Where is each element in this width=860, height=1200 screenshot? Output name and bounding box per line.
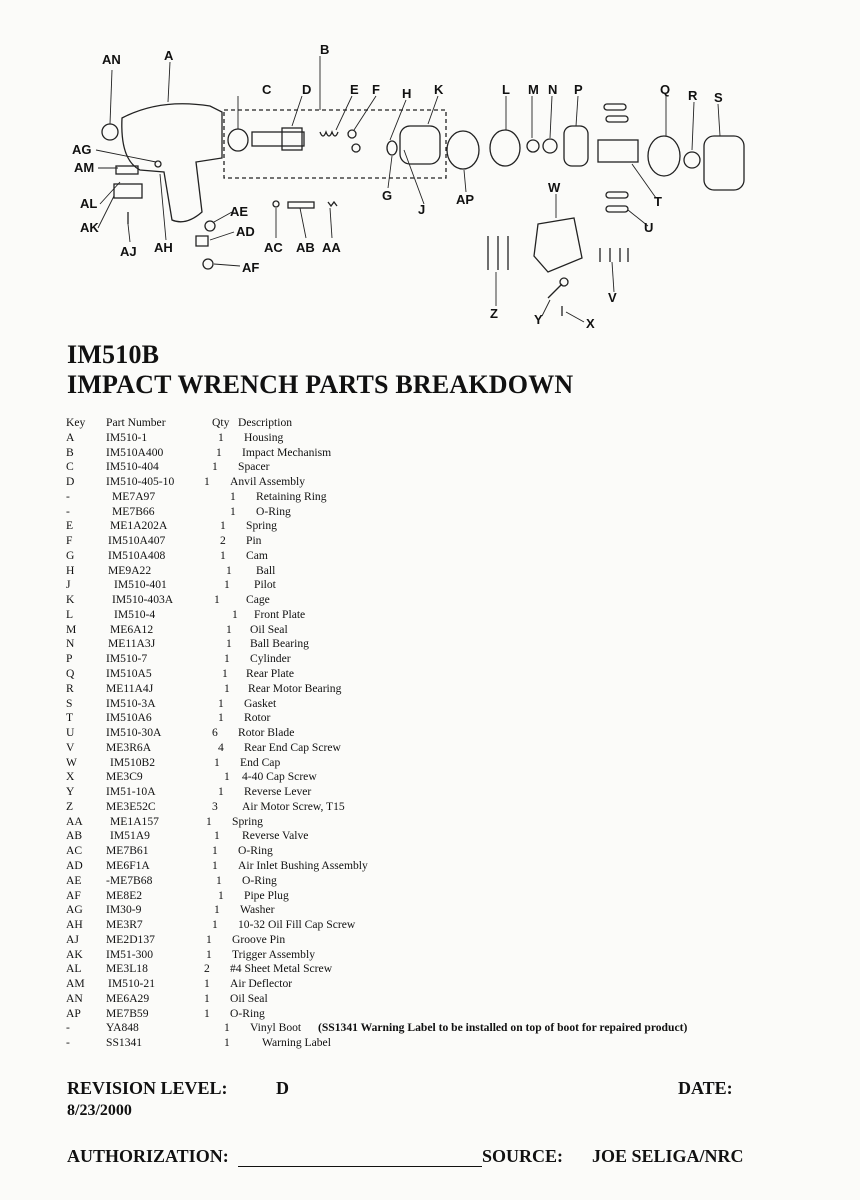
part-qty: 1 bbox=[214, 593, 220, 607]
part-qty: 2 bbox=[220, 534, 226, 548]
column-header-key: Key bbox=[66, 416, 86, 429]
part-qty: 1 bbox=[206, 947, 212, 961]
part-qty: 1 bbox=[226, 563, 232, 577]
air-motor-screws-part bbox=[488, 236, 508, 270]
part-description: O-Ring bbox=[242, 873, 277, 887]
part-description: Oil Seal bbox=[250, 622, 288, 636]
table-row bbox=[66, 697, 786, 712]
part-description: 10-32 Oil Fill Cap Screw bbox=[238, 918, 356, 932]
part-number: IM510A408 bbox=[108, 548, 166, 562]
part-number: ME9A22 bbox=[108, 563, 152, 577]
part-number: ME3R7 bbox=[106, 918, 143, 932]
part-qty: 1 bbox=[204, 991, 210, 1005]
callout-label: AN bbox=[102, 52, 121, 67]
part-description: Warning Label bbox=[262, 1036, 331, 1050]
part-qty: 1 bbox=[226, 622, 232, 636]
part-description: Housing bbox=[244, 430, 284, 444]
part-qty: 1 bbox=[214, 903, 220, 917]
part-number: IM510-7 bbox=[106, 652, 148, 666]
revision-date: 8/23/2000 bbox=[67, 1102, 132, 1119]
column-header-qty: Qty bbox=[212, 416, 230, 429]
table-row bbox=[66, 623, 786, 638]
part-description: Retaining Ring bbox=[256, 489, 327, 503]
part-number: IM51-300 bbox=[106, 947, 154, 961]
part-key: F bbox=[66, 534, 73, 548]
callout-label: AA bbox=[322, 240, 341, 255]
part-key: AA bbox=[66, 814, 83, 828]
callout-label: AL bbox=[80, 196, 98, 211]
callout-label: L bbox=[502, 82, 510, 97]
part-key: L bbox=[66, 607, 74, 621]
callout-label: AJ bbox=[120, 244, 137, 259]
part-qty: 1 bbox=[224, 770, 230, 784]
part-description: Front Plate bbox=[254, 607, 306, 621]
callout-label: X bbox=[586, 316, 595, 331]
part-key: R bbox=[66, 681, 74, 695]
callout-label: AC bbox=[264, 240, 283, 255]
part-number: IM30-9 bbox=[106, 903, 142, 917]
part-number: ME3E52C bbox=[106, 799, 156, 813]
table-row bbox=[66, 800, 786, 815]
callout-label: Z bbox=[490, 306, 498, 321]
part-number: IM510A6 bbox=[106, 711, 152, 725]
air-inlet-bushing-part bbox=[196, 236, 208, 246]
part-number: ME7B61 bbox=[106, 844, 149, 858]
part-number: ME3L18 bbox=[106, 962, 148, 976]
table-row bbox=[66, 992, 786, 1007]
part-key: W bbox=[66, 755, 77, 769]
part-key: Q bbox=[66, 667, 75, 681]
part-key: E bbox=[66, 519, 74, 533]
part-key: AC bbox=[66, 844, 83, 858]
table-row bbox=[66, 475, 786, 490]
part-number: IM510-404 bbox=[106, 460, 159, 474]
callout-label: AK bbox=[80, 220, 99, 235]
anvil-part bbox=[252, 132, 304, 146]
part-description: Trigger Assembly bbox=[232, 947, 315, 961]
part-description: Air Motor Screw, T15 bbox=[242, 799, 345, 813]
part-description: Impact Mechanism bbox=[242, 445, 332, 459]
part-qty: 1 bbox=[220, 548, 226, 562]
part-description: Pilot bbox=[254, 578, 276, 592]
table-row bbox=[66, 785, 786, 800]
part-number: ME7B66 bbox=[112, 504, 155, 518]
part-key: Y bbox=[66, 785, 75, 799]
callout-label: A bbox=[164, 48, 174, 63]
part-description: Spacer bbox=[238, 460, 270, 474]
part-qty: 4 bbox=[218, 740, 224, 754]
callout-label: V bbox=[608, 290, 617, 305]
part-description: Gasket bbox=[244, 696, 277, 710]
part-description: O-Ring bbox=[238, 844, 273, 858]
part-key: X bbox=[66, 770, 75, 784]
part-description: Rotor bbox=[244, 711, 271, 725]
callout-label: C bbox=[262, 82, 272, 97]
part-key: AD bbox=[66, 858, 83, 872]
callout-label: U bbox=[644, 220, 654, 235]
cage-part bbox=[400, 126, 440, 164]
part-qty: 1 bbox=[232, 607, 238, 621]
part-number: YA848 bbox=[106, 1021, 139, 1035]
pipe-plug-part bbox=[203, 259, 213, 269]
rear-end-cap-screws-part bbox=[600, 248, 628, 262]
part-qty: 1 bbox=[230, 489, 236, 503]
part-key: AN bbox=[66, 991, 83, 1005]
part-description: Air Deflector bbox=[230, 977, 293, 991]
part-number: -ME7B68 bbox=[106, 873, 153, 887]
column-header-part-number: Part Number bbox=[106, 416, 166, 429]
part-qty: 1 bbox=[218, 888, 224, 902]
part-number: ME2D137 bbox=[106, 932, 155, 946]
part-description: Cam bbox=[246, 548, 268, 562]
part-qty: 1 bbox=[212, 918, 218, 932]
table-row bbox=[66, 490, 786, 505]
part-number: ME1A157 bbox=[110, 814, 159, 828]
part-description: 4-40 Cap Screw bbox=[242, 770, 317, 784]
spring-aa-part bbox=[328, 202, 337, 206]
part-number: IM51A9 bbox=[110, 829, 150, 843]
part-number: IM510-1 bbox=[106, 430, 148, 444]
part-description: Rear Plate bbox=[246, 667, 294, 681]
impact-mechanism-box bbox=[224, 110, 446, 178]
part-qty: 1 bbox=[224, 681, 230, 695]
part-description: Rotor Blade bbox=[238, 726, 295, 740]
trigger-part bbox=[114, 184, 142, 198]
part-qty: 2 bbox=[204, 962, 210, 976]
part-qty: 1 bbox=[216, 445, 222, 459]
reverse-valve-part bbox=[288, 202, 314, 208]
part-qty: 1 bbox=[218, 711, 224, 725]
part-number: ME7A97 bbox=[112, 489, 156, 503]
rotor-blades-part bbox=[604, 104, 628, 212]
part-qty: 1 bbox=[218, 696, 224, 710]
part-qty: 1 bbox=[224, 652, 230, 666]
part-key: Z bbox=[66, 799, 74, 813]
part-key: H bbox=[66, 563, 75, 577]
part-key: AB bbox=[66, 829, 83, 843]
part-description: Groove Pin bbox=[232, 932, 286, 946]
part-number: SS1341 bbox=[106, 1036, 143, 1050]
parts-table-body bbox=[66, 431, 786, 1051]
part-description: Reverse Lever bbox=[244, 785, 312, 799]
rotor-part bbox=[598, 140, 638, 162]
table-row bbox=[66, 859, 786, 874]
part-description: Washer bbox=[240, 903, 275, 917]
callout-label: Q bbox=[660, 82, 671, 97]
gasket-part bbox=[704, 136, 744, 190]
part-description: Ball Bearing bbox=[250, 637, 309, 651]
part-qty: 3 bbox=[212, 799, 218, 813]
part-key: AL bbox=[66, 962, 82, 976]
part-description: Cylinder bbox=[250, 652, 291, 666]
part-qty: 1 bbox=[220, 519, 226, 533]
callout-label: M bbox=[528, 82, 539, 97]
part-key: AF bbox=[66, 888, 81, 902]
callout-label: J bbox=[418, 202, 426, 217]
part-description: Rear Motor Bearing bbox=[248, 681, 342, 695]
part-number: ME1A202A bbox=[110, 519, 168, 533]
part-number: ME7B59 bbox=[106, 1006, 149, 1020]
part-number: IM510A407 bbox=[108, 534, 166, 548]
part-qty: 1 bbox=[204, 1006, 210, 1020]
callout-label: AM bbox=[74, 160, 95, 175]
part-qty: 1 bbox=[214, 829, 220, 843]
table-row bbox=[66, 534, 786, 549]
table-row bbox=[66, 667, 786, 682]
part-key: AG bbox=[66, 903, 83, 917]
part-key: V bbox=[66, 740, 75, 754]
end-cap-part bbox=[534, 218, 582, 272]
rear-plate-part bbox=[648, 136, 680, 176]
part-key: K bbox=[66, 593, 75, 607]
part-qty: 1 bbox=[212, 460, 218, 474]
o-ring-part bbox=[447, 131, 479, 169]
table-row bbox=[66, 844, 786, 859]
part-number: IM510A5 bbox=[106, 667, 152, 681]
part-number: IM510-405-10 bbox=[106, 475, 175, 489]
part-description: O-Ring bbox=[230, 1006, 265, 1020]
part-qty: 1 bbox=[206, 932, 212, 946]
callout-label: D bbox=[302, 82, 312, 97]
part-description: Ball bbox=[256, 563, 276, 577]
callout-label: AH bbox=[154, 240, 173, 255]
exploded-view-diagram bbox=[0, 0, 860, 340]
table-row bbox=[66, 874, 786, 889]
oil-seal-an-part bbox=[102, 124, 118, 140]
reverse-lever-part bbox=[548, 284, 562, 298]
callout-label: AE bbox=[230, 204, 249, 219]
revision-level-label: REVISION LEVEL: bbox=[67, 1078, 228, 1098]
part-description: Vinyl Boot bbox=[250, 1021, 302, 1035]
front-plate-part bbox=[490, 130, 520, 166]
part-number: ME11A4J bbox=[106, 681, 154, 695]
part-key: AK bbox=[66, 947, 83, 961]
diagram-callout-labels bbox=[72, 42, 723, 331]
part-number: ME3C9 bbox=[106, 770, 143, 784]
callout-label: AF bbox=[242, 260, 260, 275]
part-key: - bbox=[66, 504, 70, 518]
part-qty: 1 bbox=[204, 475, 210, 489]
part-key: - bbox=[66, 1036, 70, 1050]
table-row bbox=[66, 770, 786, 785]
part-qty: 1 bbox=[212, 858, 218, 872]
part-key: C bbox=[66, 460, 74, 474]
part-qty: 1 bbox=[222, 667, 228, 681]
part-description: #4 Sheet Metal Screw bbox=[230, 962, 333, 976]
part-qty: 6 bbox=[212, 726, 218, 740]
parts-table bbox=[66, 416, 786, 1051]
rear-motor-bearing-part bbox=[684, 152, 700, 168]
callout-label: W bbox=[548, 180, 561, 195]
table-row bbox=[66, 608, 786, 623]
part-key: J bbox=[66, 578, 71, 592]
table-row bbox=[66, 889, 786, 904]
table-row bbox=[66, 903, 786, 918]
table-row bbox=[66, 948, 786, 963]
table-row bbox=[66, 741, 786, 756]
part-description: O-Ring bbox=[256, 504, 291, 518]
part-description: Spring bbox=[246, 519, 277, 533]
column-header-description: Description bbox=[238, 416, 293, 429]
callout-label: G bbox=[382, 188, 393, 203]
part-description: Pipe Plug bbox=[244, 888, 289, 902]
part-qty: 1 bbox=[224, 1036, 230, 1050]
part-key: S bbox=[66, 696, 73, 710]
part-number: ME8E2 bbox=[106, 888, 143, 902]
part-qty: 1 bbox=[226, 637, 232, 651]
table-row bbox=[66, 593, 786, 608]
part-number: IM510-30A bbox=[106, 726, 162, 740]
part-number: ME3R6A bbox=[106, 740, 152, 754]
part-number: IM510-403A bbox=[112, 593, 174, 607]
part-qty: 1 bbox=[206, 814, 212, 828]
table-row bbox=[66, 756, 786, 771]
callout-label: T bbox=[654, 194, 662, 209]
part-number: IM510B2 bbox=[110, 755, 156, 769]
housing-part bbox=[122, 104, 222, 222]
table-row bbox=[66, 519, 786, 534]
part-key: B bbox=[66, 445, 74, 459]
part-key: M bbox=[66, 622, 77, 636]
oil-seal-part bbox=[527, 140, 539, 152]
part-key: P bbox=[66, 652, 73, 666]
table-row bbox=[66, 933, 786, 948]
callout-label: AP bbox=[456, 192, 475, 207]
part-qty: 1 bbox=[218, 785, 224, 799]
table-row bbox=[66, 578, 786, 593]
part-description: Spring bbox=[232, 814, 263, 828]
table-row bbox=[66, 829, 786, 844]
table-row bbox=[66, 505, 786, 520]
callout-label: H bbox=[402, 86, 412, 101]
page-title: IMPACT WRENCH PARTS BREAKDOWN bbox=[67, 370, 574, 399]
table-row bbox=[66, 1007, 786, 1022]
part-qty: 1 bbox=[212, 844, 218, 858]
cylinder-part bbox=[564, 126, 588, 166]
source-value: JOE SELIGA/NRC bbox=[592, 1146, 744, 1166]
part-key: A bbox=[66, 430, 75, 444]
part-qty: 1 bbox=[216, 873, 222, 887]
part-description: Rear End Cap Screw bbox=[244, 740, 341, 754]
part-description: End Cap bbox=[240, 755, 281, 769]
callout-label: K bbox=[434, 82, 444, 97]
part-key: AJ bbox=[66, 932, 79, 946]
table-row bbox=[66, 564, 786, 579]
revision-level-value: D bbox=[276, 1078, 289, 1098]
table-row bbox=[66, 431, 786, 446]
table-row bbox=[66, 962, 786, 977]
part-key: T bbox=[66, 711, 74, 725]
authorization-signature-line bbox=[238, 1166, 482, 1167]
part-description: Anvil Assembly bbox=[230, 475, 306, 489]
callout-label: R bbox=[688, 88, 698, 103]
part-number: IM510-4 bbox=[114, 607, 156, 621]
date-label: DATE: bbox=[678, 1078, 733, 1098]
table-row bbox=[66, 637, 786, 652]
part-number: ME6F1A bbox=[106, 858, 150, 872]
part-description: Pin bbox=[246, 534, 262, 548]
table-row bbox=[66, 918, 786, 933]
parts-table-header bbox=[66, 416, 786, 431]
part-number: IM510A400 bbox=[106, 445, 164, 459]
table-row bbox=[66, 652, 786, 667]
authorization-label: AUTHORIZATION: bbox=[67, 1146, 229, 1166]
source-label: SOURCE: bbox=[482, 1146, 564, 1166]
part-qty: 1 bbox=[224, 578, 230, 592]
callout-label: B bbox=[320, 42, 330, 57]
part-key: AP bbox=[66, 1006, 81, 1020]
part-key: D bbox=[66, 475, 75, 489]
table-row bbox=[66, 549, 786, 564]
part-qty: 1 bbox=[204, 977, 210, 991]
callout-label: N bbox=[548, 82, 558, 97]
callout-label: AG bbox=[72, 142, 92, 157]
ball-bearing-part bbox=[543, 139, 557, 153]
callout-label: Y bbox=[534, 312, 543, 327]
cam-part bbox=[387, 141, 397, 155]
callout-label: AB bbox=[296, 240, 315, 255]
vinyl-boot-note: (SS1341 Warning Label to be installed on top of boot for repaired product) bbox=[318, 1021, 688, 1035]
part-number: ME6A12 bbox=[110, 622, 154, 636]
part-number: IM51-10A bbox=[106, 785, 156, 799]
part-qty: 1 bbox=[218, 430, 224, 444]
part-description: Reverse Valve bbox=[242, 829, 309, 843]
table-row bbox=[66, 460, 786, 475]
part-description: Air Inlet Bushing Assembly bbox=[238, 858, 368, 872]
callout-label: S bbox=[714, 90, 723, 105]
table-row bbox=[66, 1036, 786, 1051]
part-key: - bbox=[66, 1021, 70, 1035]
part-description: Cage bbox=[246, 593, 270, 607]
table-row bbox=[66, 726, 786, 741]
callout-label: AD bbox=[236, 224, 255, 239]
part-qty: 1 bbox=[214, 755, 220, 769]
callout-label: P bbox=[574, 82, 583, 97]
callout-label: F bbox=[372, 82, 380, 97]
model-title: IM510B bbox=[67, 340, 160, 369]
table-row bbox=[66, 1021, 786, 1036]
part-number: IM510-3A bbox=[106, 696, 156, 710]
spacer-part bbox=[228, 129, 248, 151]
part-key: - bbox=[66, 489, 70, 503]
part-number: ME11A3J bbox=[108, 637, 156, 651]
table-row bbox=[66, 711, 786, 726]
part-key: AH bbox=[66, 918, 83, 932]
spring-part bbox=[320, 132, 338, 136]
part-description: Oil Seal bbox=[230, 991, 268, 1005]
part-qty: 1 bbox=[230, 504, 236, 518]
table-row bbox=[66, 815, 786, 830]
table-row bbox=[66, 682, 786, 697]
part-key: N bbox=[66, 637, 75, 651]
part-number: ME6A29 bbox=[106, 991, 150, 1005]
table-row bbox=[66, 446, 786, 461]
part-key: U bbox=[66, 726, 75, 740]
callout-label: E bbox=[350, 82, 359, 97]
part-number: IM510-21 bbox=[108, 977, 156, 991]
part-key: AE bbox=[66, 873, 82, 887]
part-qty: 1 bbox=[224, 1021, 230, 1035]
part-key: G bbox=[66, 548, 75, 562]
pin-part bbox=[348, 130, 356, 138]
part-key: AM bbox=[66, 977, 85, 991]
table-row bbox=[66, 977, 786, 992]
part-number: IM510-401 bbox=[114, 578, 167, 592]
